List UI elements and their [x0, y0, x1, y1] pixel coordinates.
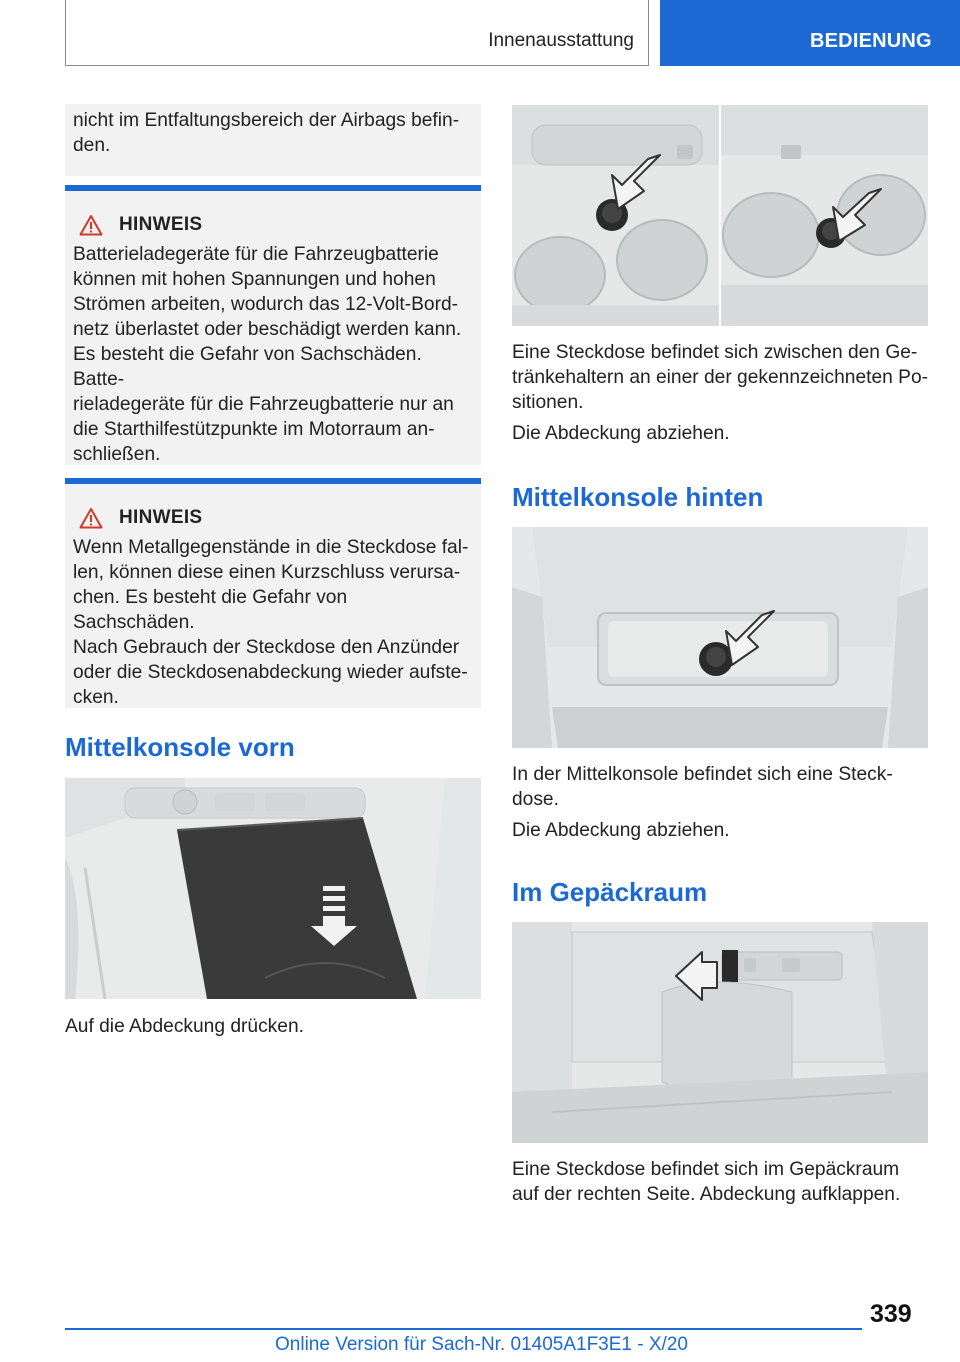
heading-rear-console: Mittelkonsole hinten — [512, 482, 764, 512]
notice-line: cken. — [73, 687, 119, 708]
footer-online-version: Online Version für Sach-Nr. 01405A1F3E1 - X/20 — [275, 1334, 688, 1355]
notice-title: HINWEIS — [119, 214, 203, 235]
rear-console-action: Die Abdeckung abziehen. — [512, 820, 730, 841]
cupholder-right-illustration — [721, 105, 928, 326]
notice-line: Strömen arbeiten, wodurch das 12-Volt-Bord- — [73, 294, 459, 315]
continued-note-line: den. — [73, 135, 111, 156]
rear-console-description-line: In der Mittelkonsole befindet sich eine Steck- — [512, 764, 893, 785]
cupholder-left-illustration — [512, 105, 719, 326]
cupholder-description-line: tränkehaltern an einer der gekennzeichneten Po- — [512, 367, 929, 388]
rear-console-description — [512, 762, 932, 812]
cupholder-image-right — [721, 105, 928, 326]
notice-line: schließen. — [73, 444, 161, 465]
luggage-compartment-description-line: Eine Steckdose befindet sich im Gepäckraum — [512, 1159, 900, 1180]
cupholder-action: Die Abdeckung abziehen. — [512, 423, 730, 444]
heading-front-console: Mittelkonsole vorn — [65, 732, 295, 762]
notice-header — [73, 506, 473, 530]
footer-divider — [65, 1328, 862, 1330]
cupholder-description — [512, 340, 932, 415]
warning-triangle-icon — [79, 507, 103, 529]
cupholder-image-left — [512, 105, 719, 326]
header-section-title: Innenausstattung — [488, 30, 634, 51]
notice-line: len, können diese einen Kurzschluss verursa- — [73, 562, 461, 583]
header-chapter-tab — [660, 0, 960, 66]
luggage-compartment-illustration — [512, 922, 928, 1143]
rear-console-illustration — [512, 527, 928, 748]
notice-line: Nach Gebrauch der Steckdose den Anzünder — [73, 637, 460, 658]
header-chapter-title: BEDIENUNG — [810, 30, 932, 52]
rear-console-image — [512, 527, 928, 748]
notice-box-chargers — [65, 185, 481, 465]
heading-luggage-compartment: Im Gepäckraum — [512, 877, 708, 907]
luggage-compartment-description — [512, 1157, 932, 1207]
header-section-tab — [65, 0, 649, 66]
notice-line: netz überlastet oder beschädigt werden kann. — [73, 319, 462, 340]
notice-line: chen. Es besteht die Gefahr von Sachschäden. — [73, 587, 348, 633]
continued-note-box — [65, 104, 481, 176]
luggage-compartment-image — [512, 922, 928, 1143]
front-console-caption: Auf die Abdeckung drücken. — [65, 1016, 304, 1037]
page-number: 339 — [870, 1300, 912, 1328]
rear-console-description-line: dose. — [512, 789, 559, 810]
notice-line: Wenn Metallgegenstände in die Steckdose fal- — [73, 537, 469, 558]
warning-triangle-icon — [79, 214, 103, 236]
cupholder-description-line: Eine Steckdose befindet sich zwischen den Ge- — [512, 342, 918, 363]
luggage-compartment-description-line: auf der rechten Seite. Abdeckung aufklappen. — [512, 1184, 901, 1205]
notice-line: die Starthilfestützpunkte im Motorraum an- — [73, 419, 435, 440]
notice-line: Batterieladegeräte für die Fahrzeugbatterie — [73, 244, 439, 265]
notice-line: oder die Steckdosenabdeckung wieder aufste- — [73, 662, 468, 683]
notice-header — [73, 213, 473, 237]
notice-title: HINWEIS — [119, 507, 203, 528]
front-console-illustration — [65, 778, 481, 999]
cupholder-description-line: sitionen. — [512, 392, 584, 413]
notice-line: rieladegeräte für die Fahrzeugbatterie nur an — [73, 394, 454, 415]
notice-line: Es besteht die Gefahr von Sachschäden. Batte- — [73, 344, 422, 390]
notice-line: können mit hohen Spannungen und hohen — [73, 269, 436, 290]
front-console-image — [65, 778, 481, 999]
notice-box-metal-objects — [65, 478, 481, 708]
continued-note-line: nicht im Entfaltungsbereich der Airbags befin- — [73, 110, 460, 131]
